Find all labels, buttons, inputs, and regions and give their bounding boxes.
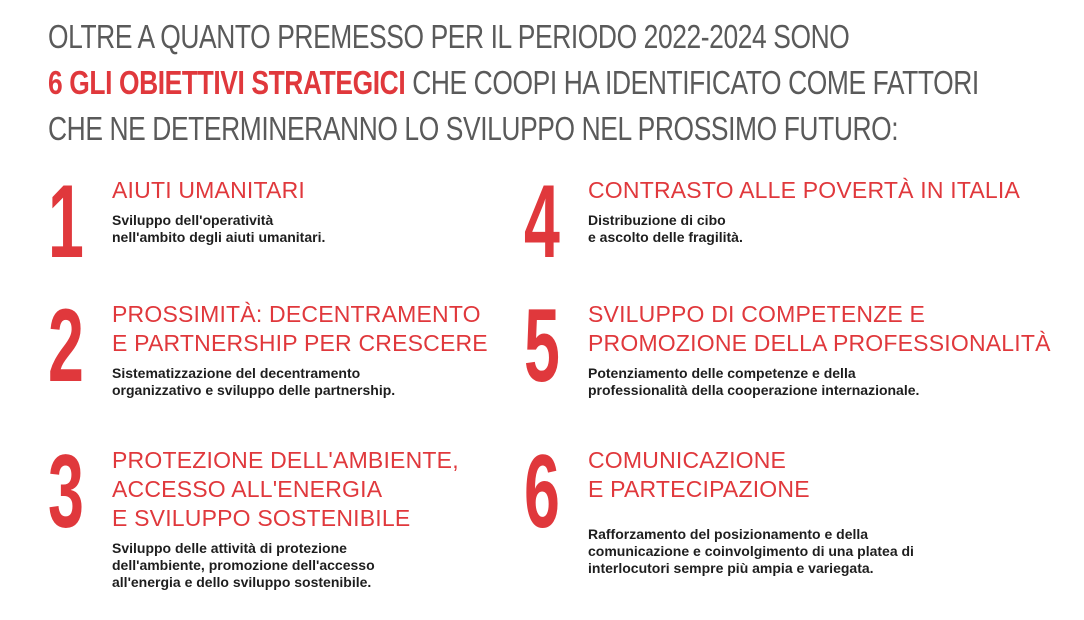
objective-number: 5: [524, 288, 560, 404]
objective-title-line: ACCESSO ALL'ENERGIA: [112, 476, 383, 502]
objective-number: 4: [524, 164, 560, 280]
objective-content: [112, 300, 488, 399]
objective-content: [588, 446, 914, 577]
objective-desc-line: Sviluppo dell'operatività: [112, 212, 274, 228]
intro-line-1: OLTRE A QUANTO PREMESSO PER IL PERIODO 2022-2024 SONO: [48, 18, 850, 55]
objective-desc-line: all'energia e dello sviluppo sostenibile.: [112, 574, 372, 590]
objective-desc-line: Rafforzamento del posizionamento e della: [588, 526, 869, 542]
objective-title: [588, 176, 1020, 205]
objective-content: [112, 176, 325, 246]
intro-line-2-rest: CHE COOPI HA IDENTIFICATO COME FATTORI: [405, 64, 979, 101]
intro-highlight: 6 GLI OBIETTIVI STRATEGICI: [48, 64, 406, 101]
objective-title-line: E PARTECIPAZIONE: [588, 476, 810, 502]
objective-content: [588, 176, 1020, 246]
intro-line-3: CHE NE DETERMINERANNO LO SVILUPPO NEL PROSSIMO FUTURO:: [48, 110, 899, 147]
objective-desc-line: organizzativo e sviluppo delle partnership.: [112, 382, 396, 398]
objective-number: 3: [48, 434, 84, 550]
objective-title-line: AIUTI UMANITARI: [112, 177, 305, 203]
intro-line-2: [48, 60, 979, 106]
objective-desc-line: comunicazione e coinvolgimento di una platea di: [588, 543, 914, 559]
objective-description: [588, 365, 1051, 399]
objective-description: [588, 526, 914, 577]
objective-desc-line: Distribuzione di cibo: [588, 212, 726, 228]
objective-number: 1: [48, 164, 84, 280]
objective-desc-line: interlocutori sempre più ampia e variegata.: [588, 560, 874, 576]
objective-desc-line: Sviluppo delle attività di protezione: [112, 540, 347, 556]
objective-title: [112, 176, 325, 205]
objective-title: [588, 446, 914, 504]
objective-desc-line: professionalità della cooperazione internazionale.: [588, 382, 920, 398]
objective-title-line: E PARTNERSHIP PER CRESCERE: [112, 330, 488, 356]
objective-title-line: CONTRASTO ALLE POVERTÀ IN ITALIA: [588, 177, 1021, 203]
objective-desc-line: nell'ambito degli aiuti umanitari.: [112, 229, 326, 245]
objective-description: [112, 212, 325, 246]
objective-content: [588, 300, 1051, 399]
intro-heading: [48, 14, 979, 152]
objective-title: [112, 300, 488, 358]
objective-title: [588, 300, 1051, 358]
objective-desc-line: Sistematizzazione del decentramento: [112, 365, 361, 381]
objective-title-line: COMUNICAZIONE: [588, 447, 787, 473]
objective-description: [112, 365, 488, 399]
objective-desc-line: dell'ambiente, promozione dell'accesso: [112, 557, 375, 573]
objective-number: 6: [524, 434, 560, 550]
objective-description: [112, 540, 459, 591]
objective-desc-line: e ascolto delle fragilità.: [588, 229, 743, 245]
objective-desc-line: Potenziamento delle competenze e della: [588, 365, 856, 381]
objective-number: 2: [48, 288, 84, 404]
objective-title-line: E SVILUPPO SOSTENIBILE: [112, 505, 411, 531]
objective-description: [588, 212, 1020, 246]
objective-title-line: PROSSIMITÀ: DECENTRAMENTO: [112, 301, 481, 327]
objective-content: [112, 446, 459, 591]
objective-title-line: PROMOZIONE DELLA PROFESSIONALITÀ: [588, 330, 1051, 356]
objective-title-line: SVILUPPO DI COMPETENZE E: [588, 301, 926, 327]
objective-title: [112, 446, 459, 533]
objective-title-line: PROTEZIONE DELL'AMBIENTE,: [112, 447, 459, 473]
